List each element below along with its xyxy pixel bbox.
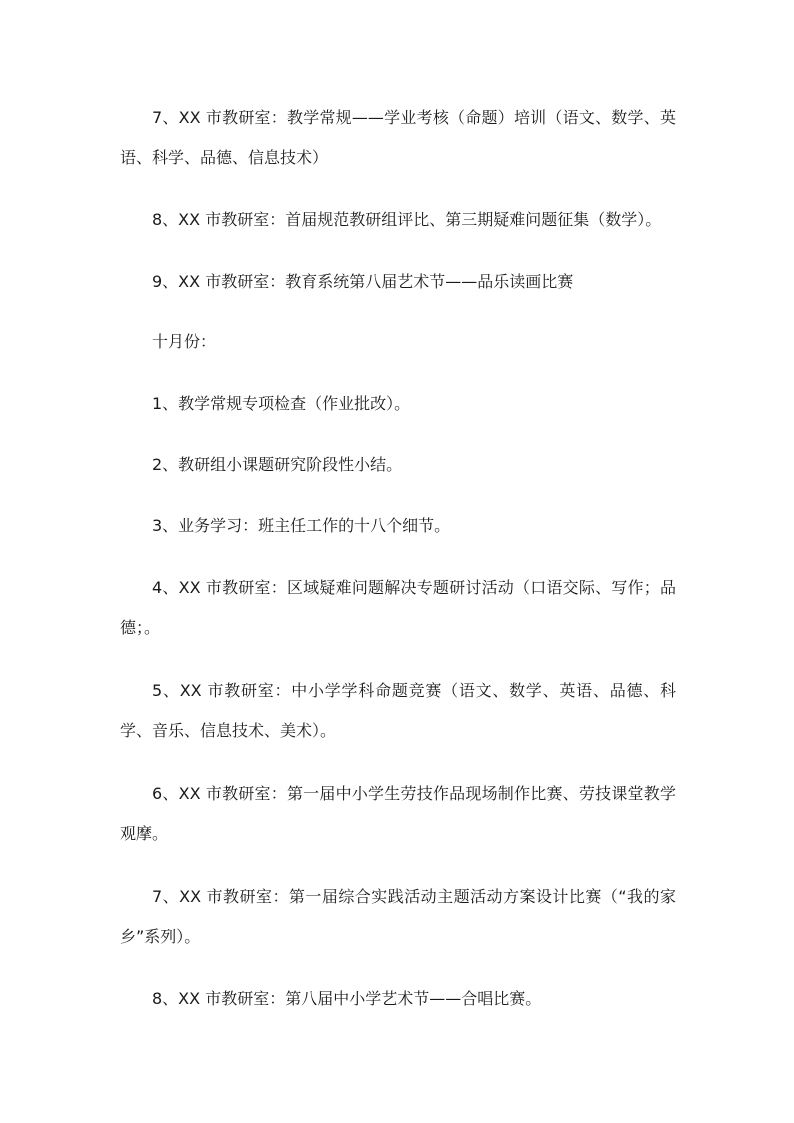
paragraph-october-item-3: 3、业务学习：班主任工作的十八个细节。 (152, 516, 451, 535)
section-heading-october: 十月份： (152, 332, 217, 351)
paragraph-october-item-7: 7、XX 市教研室：第一届综合实践活动主题活动方案设计比赛（“我的家乡”系列）。 (120, 887, 676, 946)
paragraph-october-item-4: 4、XX 市教研室：区域疑难问题解决专题研讨活动（口语交际、写作；品德；。 (120, 578, 676, 637)
paragraph-oct-prev-item-7: 7、XX 市教研室：教学常规——学业考核（命题）培训（语文、数学、英语、科学、品德、信息技术） (120, 108, 676, 167)
paragraph-october-item-2: 2、教研组小课题研究阶段性小结。 (152, 455, 403, 474)
paragraph-october-item-6: 6、XX 市教研室：第一届中小学生劳技作品现场制作比赛、劳技课堂教学观摩。 (120, 784, 676, 843)
paragraph-oct-prev-item-8: 8、XX 市教研室：首届规范教研组评比、第三期疑难问题征集（数学）。 (152, 210, 662, 229)
paragraph-oct-prev-item-9: 9、XX 市教研室：教育系统第八届艺术节——品乐读画比赛 (152, 272, 574, 291)
paragraph-october-item-5: 5、XX 市教研室：中小学学科命题竞赛（语文、数学、英语、品德、科学、音乐、信息技术、美术）。 (120, 681, 676, 740)
paragraph-october-item-1: 1、教学常规专项检查（作业批改）。 (152, 394, 411, 413)
paragraph-october-item-8: 8、XX 市教研室：第八届中小学艺术节——合唱比赛。 (152, 989, 542, 1008)
